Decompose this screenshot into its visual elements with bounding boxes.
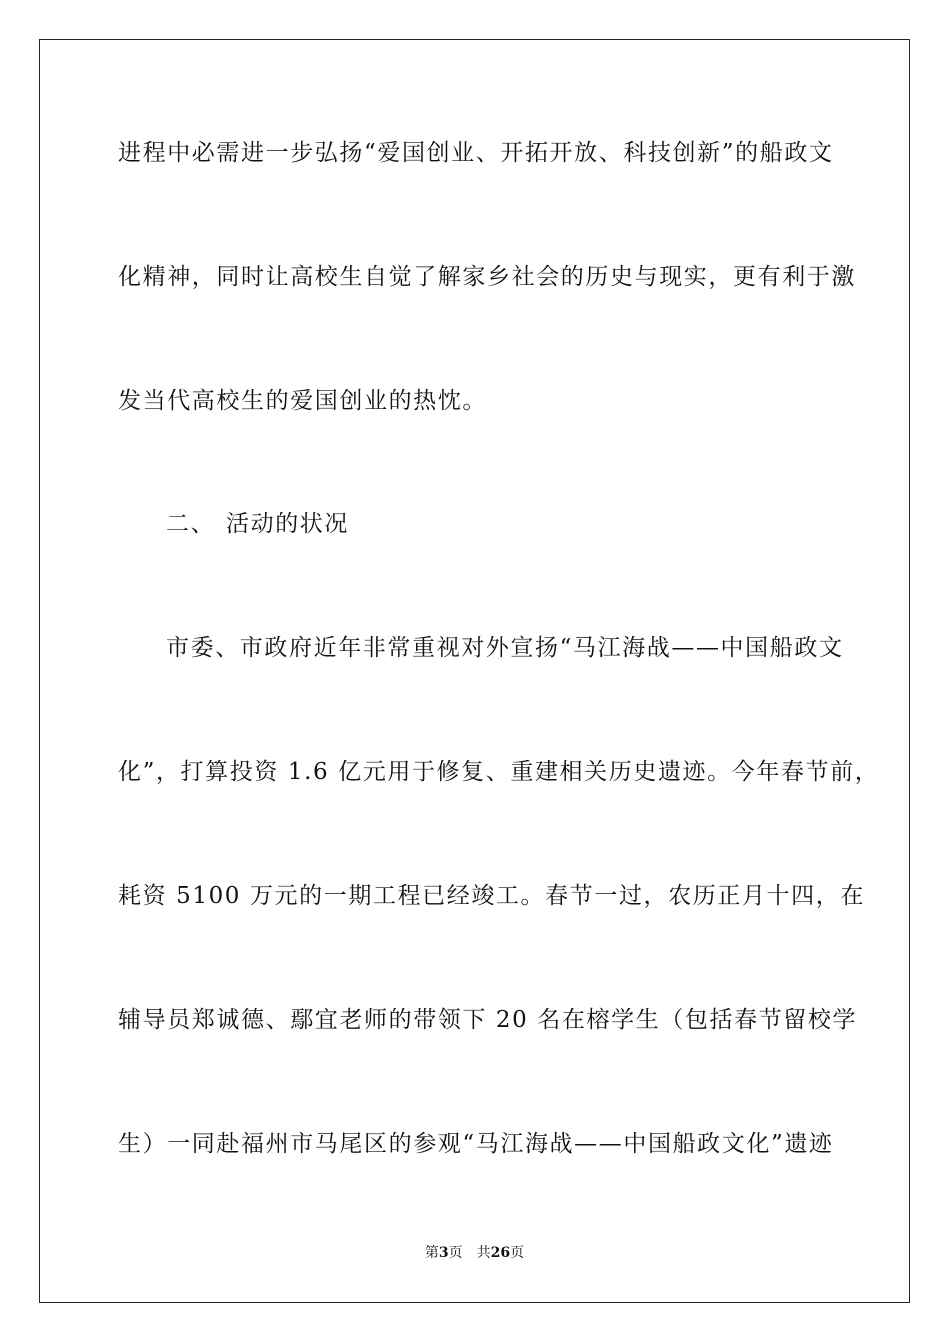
page-suffix: 页 [448, 1245, 463, 1261]
document-page [39, 39, 910, 1303]
total-suffix: 页 [510, 1245, 525, 1261]
text-line: 进程中必需进一步弘扬“爱国创业、开拓开放、科技创新”的船政文 [118, 140, 834, 166]
text-line: 耗资 5100 万元的一期工程已经竣工。春节一过，农历正月十四，在 [118, 883, 865, 909]
page-footer [40, 1242, 909, 1262]
text-line: 化”，打算投资 1.6 亿元用于修复、重建相关历史遗迹。今年春节前， [118, 759, 880, 785]
section-title: 活动的状况 [226, 511, 349, 537]
section-number: 二、 [166, 511, 216, 537]
text-line: 发当代高校生的爱国创业的热忱。 [118, 388, 487, 414]
page-number: 3 [438, 1245, 449, 1261]
text-line: 市委、市政府近年非常重视对外宣扬“马江海战——中国船政文 [166, 635, 844, 661]
text-line: 化精神，同时让高校生自觉了解家乡社会的历史与现实，更有利于激 [118, 264, 856, 290]
section-heading [166, 509, 886, 539]
total-pages: 26 [490, 1245, 511, 1261]
total-prefix: 共 [476, 1245, 491, 1261]
page-prefix: 第 [424, 1245, 439, 1261]
text-line: 辅导员郑诚德、鄢宜老师的带领下 20 名在榕学生（包括春节留校学 [118, 1007, 858, 1033]
text-line: 生）一同赴福州市马尾区的参观“马江海战——中国船政文化”遗迹 [118, 1131, 834, 1157]
